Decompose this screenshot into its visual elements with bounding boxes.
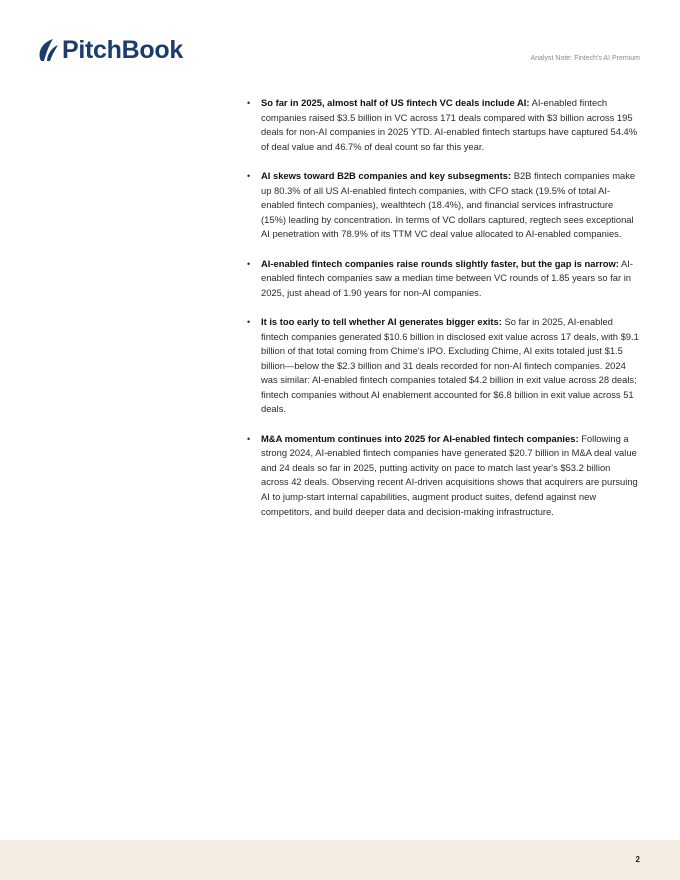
bullet-body: So far in 2025, AI-enabled fintech companies generated $10.6 billion in disclosed exit value across 17 deals, with $9.1 billion of that total coming from Chime's IPO. Excluding Chime, AI exits totaled just $1.5 billion—below the $2.3 billion and 31 deals recorded for non-AI fintech companies. 2024 was similar: AI-enabled fintech companies totaled $4.2 billion in exit value across 28 deals; fintech companies without AI enablement accounted for $6.8 billion in exit value across 51 deals. bbox=[261, 315, 639, 415]
bullet-heading: It is too early to tell whether AI generates bigger exits: bbox=[261, 315, 502, 327]
bullet-point: • bbox=[247, 316, 251, 327]
header-analyst-note: Analyst Note: Fintech's AI Premium bbox=[530, 55, 640, 62]
list-item bbox=[247, 96, 640, 154]
page-footer bbox=[0, 840, 680, 880]
list-item bbox=[247, 432, 640, 520]
logo-wordmark: PitchBook bbox=[62, 36, 183, 64]
bullet-point: • bbox=[247, 433, 251, 444]
bullet-heading: So far in 2025, almost half of US fintech VC deals include AI: bbox=[261, 97, 530, 108]
bullet-heading: AI skews toward B2B companies and key subsegments: bbox=[261, 169, 512, 181]
list-item bbox=[247, 315, 640, 417]
pitchbook-logo bbox=[35, 36, 183, 64]
bullet-body: AI-enabled fintech companies saw a median time between VC rounds of 1.85 years so far in 2025, just ahead of 1.90 years for non-AI companies. bbox=[261, 257, 633, 298]
list-item bbox=[247, 257, 640, 301]
key-findings-list bbox=[247, 96, 640, 534]
page-number: 2 bbox=[635, 855, 640, 864]
bullet-point: • bbox=[247, 98, 251, 108]
bullet-body: Following a strong 2024, AI-enabled fintech companies have generated $20.7 billion in M&A deal value and 24 deals so far in 2025, putting activity on pace to match last year's $53.2 billion across 42 deals. Observing recent AI-driven acquisitions shows that acquirers are pursuing AI to jump-start internal capabilities, augment product suites, defend against new competitors, and build deeper data and decision-making infrastructure. bbox=[261, 432, 638, 517]
bullet-heading: M&A momentum continues into 2025 for AI-enabled fintech companies: bbox=[261, 432, 579, 444]
bullet-heading: AI-enabled fintech companies raise rounds slightly faster, but the gap is narrow: bbox=[261, 257, 619, 269]
bullet-body: AI-enabled fintech companies raised $3.5 billion in VC across 171 deals compared with $3 billion across 195 deals for non-AI companies in 2025 YTD. AI-enabled fintech startups have captured 54.4% of deal value and 46.7% of deal count so far this year. bbox=[261, 97, 638, 152]
bullet-point: • bbox=[247, 170, 251, 181]
list-item bbox=[247, 169, 640, 242]
pitchbook-leaf-icon bbox=[35, 37, 59, 63]
bullet-body: B2B fintech companies make up 80.3% of all US AI-enabled fintech companies, with CFO stack (19.5% of total AI-enabled fintech companies), wealthtech (18.4%), and financial services infrastructure (15%) leading by concentration. In terms of VC dollars captured, regtech sees exceptional AI penetration with 78.9% of its TTM VC deal value allocated to AI-enabled companies. bbox=[261, 169, 636, 240]
bullet-point: • bbox=[247, 258, 251, 269]
